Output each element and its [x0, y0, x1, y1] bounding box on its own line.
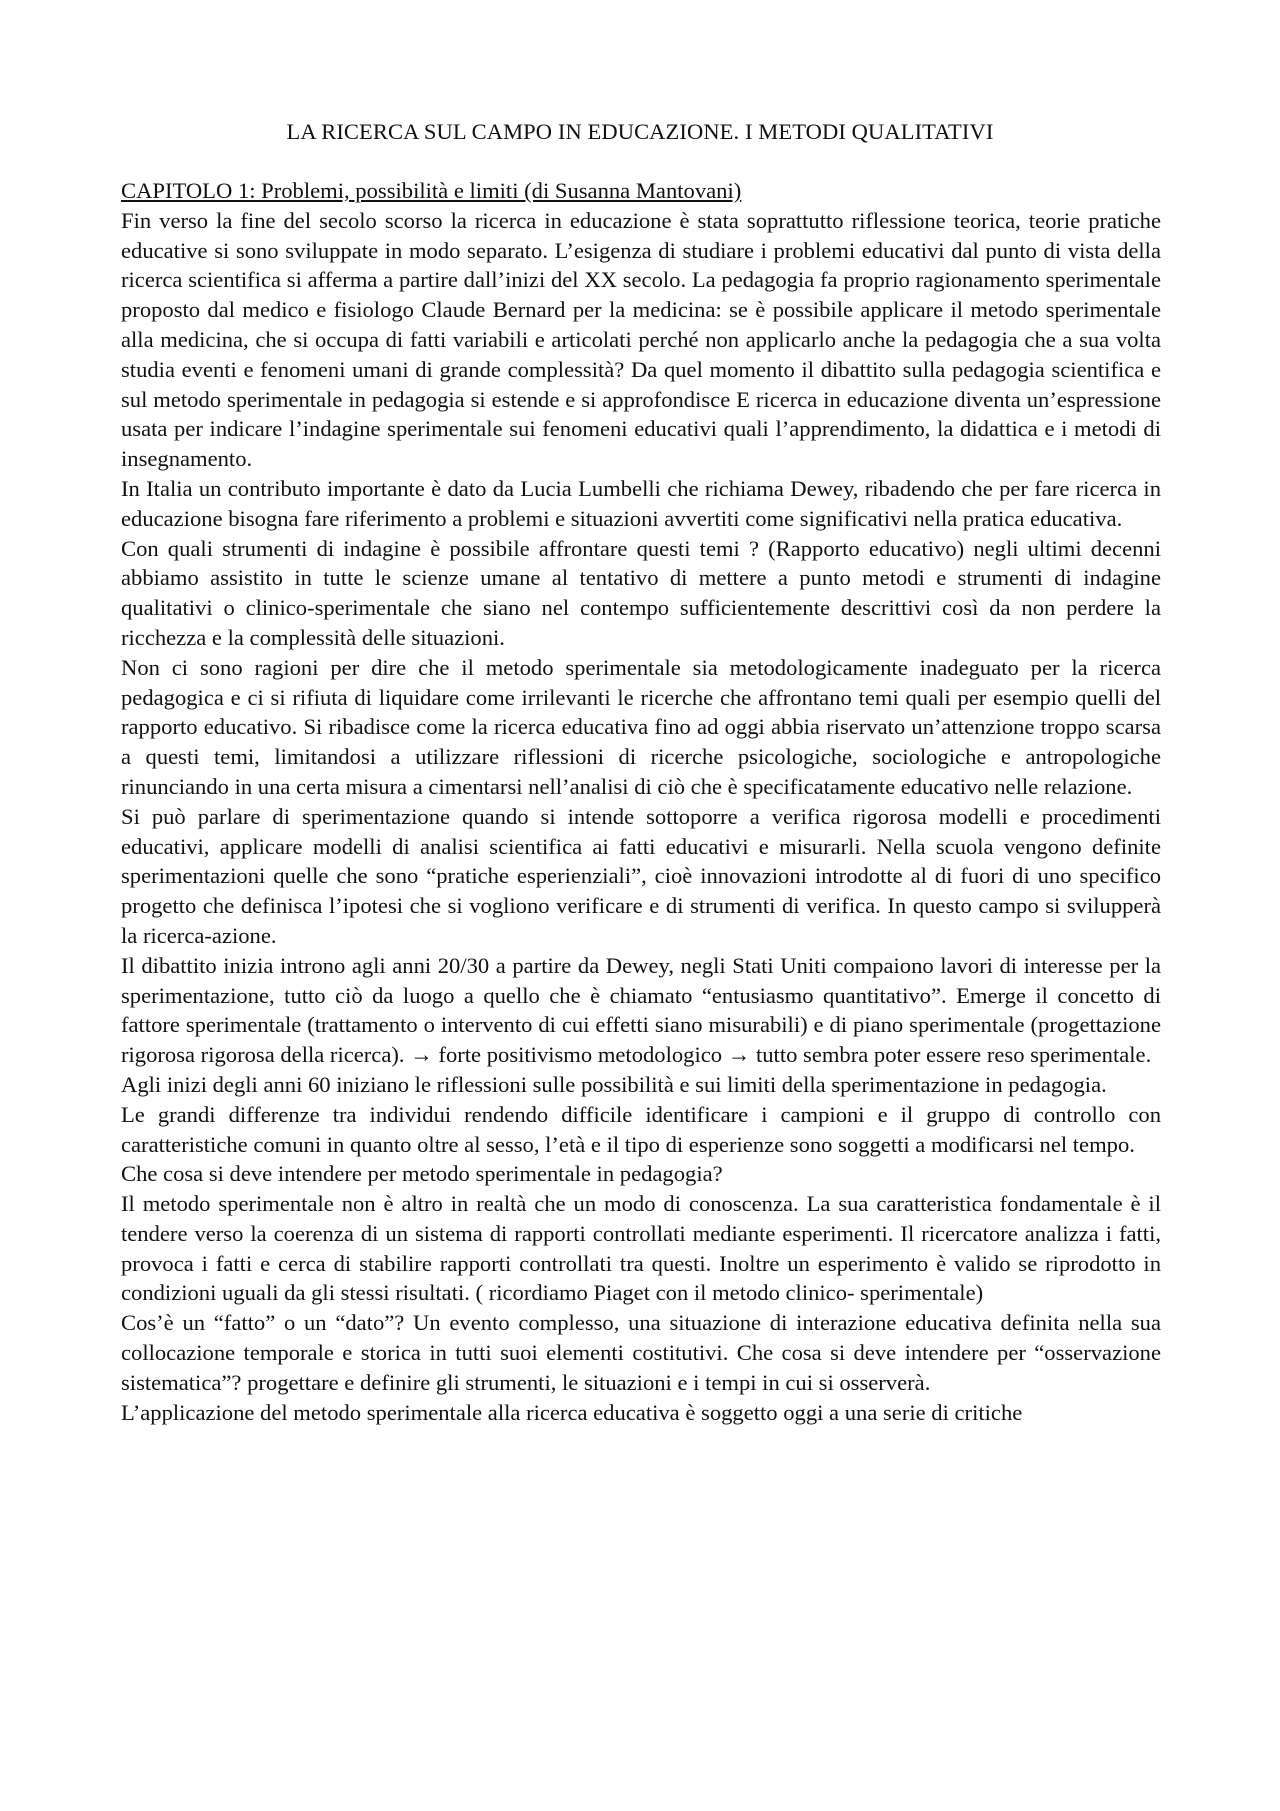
document-body: [121, 176, 1161, 1427]
document-title: LA RICERCA SUL CAMPO IN EDUCAZIONE. I METODI QUALITATIVI: [286, 119, 994, 144]
paragraph-4: Non ci sono ragioni per dire che il metodo sperimentale sia metodologicamente inadeguato per la ricerca pedagogica e ci si rifiuta di liquidare come irrilevanti le ricerche che affrontano temi quali per esempio quelli del rapporto educativo. Si ribadisce come la ricerca educativa fino ad oggi abbia riservato un’attenzione troppo scarsa a questi temi, limitandosi a utilizzare riflessioni di ricerche psicologiche, sociologiche e antropologiche rinunciando in una certa misura a cimentarsi nell’analisi di ciò che è specificatamente educativo nelle relazione.: [121, 654, 1161, 799]
paragraph-9: Che cosa si deve intendere per metodo sperimentale in pedagogia?: [121, 1161, 723, 1187]
paragraph-12: L’applicazione del metodo sperimentale alla ricerca educativa è soggetto oggi a una serie di critiche: [121, 1399, 1023, 1425]
paragraph-5: Si può parlare di sperimentazione quando si intende sottoporre a verifica rigorosa modelli e procedimenti educativi, applicare modelli di analisi scientifica ai fatti educativi e misurarli. Nella scuola vengono definite sperimentazioni quelle che sono “pratiche esperienziali”, cioè innovazioni introdotte al di fuori di uno specifico progetto che definisca l’ipotesi che si vogliono verificare e di strumenti di verifica. In questo campo si svilupperà la ricerca-azione.: [121, 803, 1161, 948]
paragraph-2: In Italia un contributo importante è dato da Lucia Lumbelli che richiama Dewey, ribadendo che per fare ricerca in educazione bisogna fare riferimento a problemi e situazioni avvertiti come significativi nella pratica educativa.: [121, 475, 1161, 531]
paragraph-10: Il metodo sperimentale non è altro in realtà che un modo di conoscenza. La sua caratteristica fondamentale è il tendere verso la coerenza di un sistema di rapporti controllati mediante esperimenti. Il ricercatore analizza i fatti, provoca i fatti e cerca di stabilire rapporti controllati tra questi. Inoltre un esperimento è valido se riprodotto in condizioni uguali da gli stessi risultati. ( ricordiamo Piaget con il metodo clinico- sperimentale): [121, 1191, 1161, 1306]
paragraph-3: Con quali strumenti di indagine è possibile affrontare questi temi ? (Rapporto educativo) negli ultimi decenni abbiamo assistito in tutte le scienze umane al tentativo di mettere a punto metodi e strumenti di indagine qualitativi o clinico-sperimentale che siano nel contempo sufficientemente descrittivi così da non perdere la ricchezza e la complessità delle situazioni.: [121, 535, 1161, 650]
paragraph-11: Cos’è un “fatto” o un “dato”? Un evento complesso, una situazione di interazione educativa definita nella sua collocazione temporale e storica in tutti suoi elementi costitutivi. Che cosa si deve intendere per “osservazione sistematica”? progettare e definire gli strumenti, le situazioni e i tempi in cui si osserverà.: [121, 1310, 1161, 1395]
paragraph-8: Le grandi differenze tra individui rendendo difficile identificare i campioni e il gruppo di controllo con caratteristiche comuni in quanto oltre al sesso, l’età e il tipo di esperienze sono soggetti a modificarsi nel tempo.: [121, 1101, 1161, 1157]
paragraph-7: Agli inizi degli anni 60 iniziano le riflessioni sulle possibilità e sui limiti della sperimentazione in pedagogia.: [121, 1071, 1107, 1097]
chapter-heading: CAPITOLO 1: Problemi, possibilità e limiti (di Susanna Mantovani): [121, 178, 742, 203]
paragraph-1: Fin verso la fine del secolo scorso la ricerca in educazione è stata soprattutto riflessione teorica, teorie pratiche educative si sono sviluppate in modo separato. L’esigenza di studiare i problemi educativi dal punto di vista della ricerca scientifica si afferma a partire dall’inizi del XX secolo. La pedagogia fa proprio ragionamento sperimentale proposto dal medico e fisiologo Claude Bernard per la medicina: se è possibile applicare il metodo sperimentale alla medicina, che si occupa di fatti variabili e articolati perché non applicarlo anche la pedagogia che a sua volta studia eventi e fenomeni umani di grande complessità? Da quel momento il dibattito sulla pedagogia scientifica e sul metodo sperimentale in pedagogia si estende e si approfondisce E ricerca in educazione diventa un’espressione usata per indicare l’indagine sperimentale sui fenomeni educativi quali l’apprendimento, la didattica e i metodi di insegnamento.: [121, 207, 1161, 472]
paragraph-6: Il dibattito inizia introno agli anni 20/30 a partire da Dewey, negli Stati Uniti compaiono lavori di interesse per la sperimentazione, tutto ciò da luogo a quello che è chiamato “entusiasmo quantitativo”. Emerge il concetto di fattore sperimentale (trattamento o intervento di cui effetti siano misurabili) e di piano sperimentale (progettazione rigorosa rigorosa della ricerca). → forte positivismo metodologico → tutto sembra poter essere reso sperimentale.: [121, 952, 1161, 1068]
